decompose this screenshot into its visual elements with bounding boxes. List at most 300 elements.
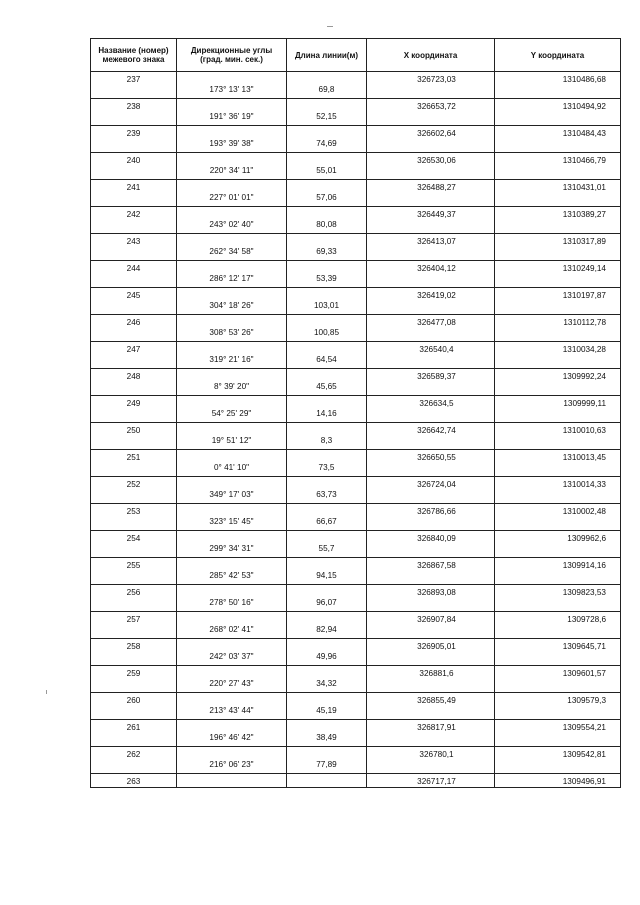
y-cell-empty bbox=[495, 355, 621, 369]
y-cell-empty bbox=[495, 436, 621, 450]
point-name: 245 bbox=[91, 288, 177, 302]
direction-angle: 319° 21' 16" bbox=[177, 355, 287, 369]
x-coordinate: 326840,09 bbox=[367, 531, 495, 545]
line-length: 73,5 bbox=[287, 463, 367, 477]
direction-angle: 0° 41' 10" bbox=[177, 463, 287, 477]
x-coordinate: 326413,07 bbox=[367, 234, 495, 248]
name-cell-empty bbox=[91, 355, 177, 369]
y-coordinate: 1310389,27 bbox=[495, 207, 621, 221]
x-cell-empty bbox=[367, 193, 495, 207]
point-row bbox=[91, 369, 621, 383]
y-cell-empty bbox=[495, 382, 621, 396]
segment-row bbox=[91, 382, 621, 396]
y-coordinate: 1310002,48 bbox=[495, 504, 621, 518]
line-length: 69,8 bbox=[287, 85, 367, 99]
x-coordinate: 326540,4 bbox=[367, 342, 495, 356]
x-coordinate: 326642,74 bbox=[367, 423, 495, 437]
direction-angle: 213° 43' 44" bbox=[177, 706, 287, 720]
point-row bbox=[91, 423, 621, 437]
point-row bbox=[91, 234, 621, 248]
y-coordinate: 1310484,43 bbox=[495, 126, 621, 140]
x-coordinate: 326717,17 bbox=[367, 774, 495, 788]
direction-angle: 19° 51' 12" bbox=[177, 436, 287, 450]
line-length: 74,69 bbox=[287, 139, 367, 153]
x-coordinate: 326602,64 bbox=[367, 126, 495, 140]
direction-angle: 242° 03' 37" bbox=[177, 652, 287, 666]
name-cell-empty bbox=[91, 625, 177, 639]
x-cell-empty bbox=[367, 85, 495, 99]
point-row bbox=[91, 261, 621, 275]
point-name: 259 bbox=[91, 666, 177, 680]
name-cell-empty bbox=[91, 436, 177, 450]
name-cell-empty bbox=[91, 706, 177, 720]
line-length: 38,49 bbox=[287, 733, 367, 747]
point-name: 263 bbox=[91, 774, 177, 788]
y-coordinate: 1309542,81 bbox=[495, 747, 621, 761]
length-cell-empty bbox=[287, 747, 367, 761]
direction-angle: 243° 02' 40" bbox=[177, 220, 287, 234]
name-cell-empty bbox=[91, 679, 177, 693]
length-cell-empty bbox=[287, 315, 367, 329]
point-name: 244 bbox=[91, 261, 177, 275]
point-row bbox=[91, 720, 621, 734]
x-cell-empty bbox=[367, 598, 495, 612]
segment-row bbox=[91, 436, 621, 450]
point-row bbox=[91, 153, 621, 167]
length-cell-empty bbox=[287, 558, 367, 572]
point-name: 250 bbox=[91, 423, 177, 437]
segment-row bbox=[91, 85, 621, 99]
direction-angle: 8° 39' 20" bbox=[177, 382, 287, 396]
point-row bbox=[91, 99, 621, 113]
header-name: Название (номер) межевого знака bbox=[91, 39, 177, 72]
segment-row bbox=[91, 733, 621, 747]
x-cell-empty bbox=[367, 301, 495, 315]
direction-angle: 262° 34' 58" bbox=[177, 247, 287, 261]
segment-row bbox=[91, 139, 621, 153]
x-coordinate: 326780,1 bbox=[367, 747, 495, 761]
line-length: 52,15 bbox=[287, 112, 367, 126]
angle-cell-empty bbox=[177, 207, 287, 221]
scan-mark bbox=[327, 26, 333, 27]
y-cell-empty bbox=[495, 571, 621, 585]
y-cell-empty bbox=[495, 85, 621, 99]
length-cell-empty bbox=[287, 423, 367, 437]
header-angles: Дирекционные углы (град. мин. сек.) bbox=[177, 39, 287, 72]
header-x: X координата bbox=[367, 39, 495, 72]
y-coordinate: 1309601,57 bbox=[495, 666, 621, 680]
y-coordinate: 1310317,89 bbox=[495, 234, 621, 248]
line-length: 45,65 bbox=[287, 382, 367, 396]
name-cell-empty bbox=[91, 517, 177, 531]
y-cell-empty bbox=[495, 706, 621, 720]
y-cell-empty bbox=[495, 274, 621, 288]
point-row bbox=[91, 612, 621, 626]
y-cell-empty bbox=[495, 139, 621, 153]
angle-cell-empty bbox=[177, 261, 287, 275]
name-cell-empty bbox=[91, 274, 177, 288]
x-cell-empty bbox=[367, 706, 495, 720]
point-name: 256 bbox=[91, 585, 177, 599]
point-name: 248 bbox=[91, 369, 177, 383]
name-cell-empty bbox=[91, 328, 177, 342]
x-cell-empty bbox=[367, 571, 495, 585]
angle-cell-empty bbox=[177, 639, 287, 653]
angle-cell-empty bbox=[177, 126, 287, 140]
x-coordinate: 326477,08 bbox=[367, 315, 495, 329]
x-coordinate: 326650,55 bbox=[367, 450, 495, 464]
direction-angle: 220° 34' 11" bbox=[177, 166, 287, 180]
segment-row bbox=[91, 274, 621, 288]
point-row bbox=[91, 288, 621, 302]
y-coordinate: 1309496,91 bbox=[495, 774, 621, 788]
y-cell-empty bbox=[495, 760, 621, 774]
length-cell-empty bbox=[287, 720, 367, 734]
point-row bbox=[91, 747, 621, 761]
line-length: 82,94 bbox=[287, 625, 367, 639]
y-cell-empty bbox=[495, 301, 621, 315]
length-cell-empty bbox=[287, 396, 367, 410]
point-name: 262 bbox=[91, 747, 177, 761]
y-coordinate: 1310249,14 bbox=[495, 261, 621, 275]
line-length: 66,67 bbox=[287, 517, 367, 531]
y-coordinate: 1309728,6 bbox=[495, 612, 621, 626]
point-row bbox=[91, 396, 621, 410]
point-row bbox=[91, 666, 621, 680]
angle-cell-empty bbox=[177, 396, 287, 410]
y-cell-empty bbox=[495, 490, 621, 504]
x-coordinate: 326419,02 bbox=[367, 288, 495, 302]
name-cell-empty bbox=[91, 85, 177, 99]
x-coordinate: 326723,03 bbox=[367, 72, 495, 86]
x-cell-empty bbox=[367, 733, 495, 747]
y-cell-empty bbox=[495, 625, 621, 639]
line-length: 69,33 bbox=[287, 247, 367, 261]
y-coordinate: 1310034,28 bbox=[495, 342, 621, 356]
angle-cell-empty bbox=[177, 315, 287, 329]
direction-angle: 191° 36' 19" bbox=[177, 112, 287, 126]
y-coordinate: 1309914,16 bbox=[495, 558, 621, 572]
y-coordinate: 1309992,24 bbox=[495, 369, 621, 383]
x-coordinate: 326907,84 bbox=[367, 612, 495, 626]
direction-angle: 304° 18' 26" bbox=[177, 301, 287, 315]
segment-row bbox=[91, 652, 621, 666]
x-cell-empty bbox=[367, 490, 495, 504]
x-coordinate: 326449,37 bbox=[367, 207, 495, 221]
point-name: 253 bbox=[91, 504, 177, 518]
y-coordinate: 1309999,11 bbox=[495, 396, 621, 410]
x-cell-empty bbox=[367, 166, 495, 180]
name-cell-empty bbox=[91, 544, 177, 558]
point-row bbox=[91, 477, 621, 491]
segment-row bbox=[91, 463, 621, 477]
direction-angle: 349° 17' 03" bbox=[177, 490, 287, 504]
segment-row bbox=[91, 760, 621, 774]
y-coordinate: 1309645,71 bbox=[495, 639, 621, 653]
angle-cell-empty bbox=[177, 531, 287, 545]
segment-row bbox=[91, 355, 621, 369]
segment-row bbox=[91, 625, 621, 639]
point-row bbox=[91, 342, 621, 356]
y-coordinate: 1310112,78 bbox=[495, 315, 621, 329]
point-row bbox=[91, 180, 621, 194]
x-coordinate: 326530,06 bbox=[367, 153, 495, 167]
length-cell-empty bbox=[287, 585, 367, 599]
x-cell-empty bbox=[367, 409, 495, 423]
x-cell-empty bbox=[367, 679, 495, 693]
x-cell-empty bbox=[367, 517, 495, 531]
point-name: 260 bbox=[91, 693, 177, 707]
direction-angle: 286° 12' 17" bbox=[177, 274, 287, 288]
angle-cell-empty bbox=[177, 585, 287, 599]
length-cell-empty bbox=[287, 207, 367, 221]
line-length: 45,19 bbox=[287, 706, 367, 720]
x-coordinate: 326488,27 bbox=[367, 180, 495, 194]
angle-cell-empty bbox=[177, 153, 287, 167]
segment-row bbox=[91, 679, 621, 693]
angle-cell-empty bbox=[177, 666, 287, 680]
line-length: 94,15 bbox=[287, 571, 367, 585]
header-row bbox=[91, 39, 621, 72]
y-cell-empty bbox=[495, 220, 621, 234]
angle-cell-empty bbox=[177, 477, 287, 491]
y-cell-empty bbox=[495, 328, 621, 342]
point-row bbox=[91, 504, 621, 518]
length-cell-empty bbox=[287, 693, 367, 707]
name-cell-empty bbox=[91, 166, 177, 180]
point-row bbox=[91, 693, 621, 707]
length-cell-empty bbox=[287, 531, 367, 545]
direction-angle: 268° 02' 41" bbox=[177, 625, 287, 639]
header-y: Y координата bbox=[495, 39, 621, 72]
point-name: 255 bbox=[91, 558, 177, 572]
y-cell-empty bbox=[495, 463, 621, 477]
x-cell-empty bbox=[367, 436, 495, 450]
x-coordinate: 326653,72 bbox=[367, 99, 495, 113]
length-cell-empty bbox=[287, 369, 367, 383]
point-name: 258 bbox=[91, 639, 177, 653]
point-row bbox=[91, 207, 621, 221]
y-coordinate: 1310013,45 bbox=[495, 450, 621, 464]
direction-angle: 220° 27' 43" bbox=[177, 679, 287, 693]
segment-row bbox=[91, 328, 621, 342]
segment-row bbox=[91, 706, 621, 720]
y-cell-empty bbox=[495, 112, 621, 126]
segment-row bbox=[91, 490, 621, 504]
line-length: 96,07 bbox=[287, 598, 367, 612]
y-coordinate: 1310486,68 bbox=[495, 72, 621, 86]
direction-angle: 299° 34' 31" bbox=[177, 544, 287, 558]
segment-row bbox=[91, 301, 621, 315]
y-coordinate: 1310431,01 bbox=[495, 180, 621, 194]
name-cell-empty bbox=[91, 409, 177, 423]
direction-angle: 173° 13' 13" bbox=[177, 85, 287, 99]
x-coordinate: 326589,37 bbox=[367, 369, 495, 383]
x-coordinate: 326867,58 bbox=[367, 558, 495, 572]
x-cell-empty bbox=[367, 328, 495, 342]
angle-cell-empty bbox=[177, 747, 287, 761]
x-cell-empty bbox=[367, 544, 495, 558]
x-coordinate: 326881,6 bbox=[367, 666, 495, 680]
length-cell-empty bbox=[287, 180, 367, 194]
line-length: 55,7 bbox=[287, 544, 367, 558]
point-row bbox=[91, 531, 621, 545]
length-cell-empty bbox=[287, 477, 367, 491]
length-cell-empty bbox=[287, 774, 367, 788]
point-row bbox=[91, 585, 621, 599]
line-length: 63,73 bbox=[287, 490, 367, 504]
length-cell-empty bbox=[287, 72, 367, 86]
segment-row bbox=[91, 220, 621, 234]
length-cell-empty bbox=[287, 261, 367, 275]
x-coordinate: 326404,12 bbox=[367, 261, 495, 275]
angle-cell-empty bbox=[177, 720, 287, 734]
name-cell-empty bbox=[91, 760, 177, 774]
name-cell-empty bbox=[91, 571, 177, 585]
line-length: 53,39 bbox=[287, 274, 367, 288]
x-cell-empty bbox=[367, 274, 495, 288]
line-length: 103,01 bbox=[287, 301, 367, 315]
x-coordinate: 326893,08 bbox=[367, 585, 495, 599]
y-cell-empty bbox=[495, 166, 621, 180]
angle-cell-empty bbox=[177, 180, 287, 194]
y-cell-empty bbox=[495, 733, 621, 747]
direction-angle: 308° 53' 26" bbox=[177, 328, 287, 342]
angle-cell-empty bbox=[177, 342, 287, 356]
length-cell-empty bbox=[287, 504, 367, 518]
x-cell-empty bbox=[367, 220, 495, 234]
point-name: 238 bbox=[91, 99, 177, 113]
point-name: 241 bbox=[91, 180, 177, 194]
length-cell-empty bbox=[287, 666, 367, 680]
y-cell-empty bbox=[495, 247, 621, 261]
segment-row bbox=[91, 112, 621, 126]
name-cell-empty bbox=[91, 490, 177, 504]
point-name: 246 bbox=[91, 315, 177, 329]
point-name: 254 bbox=[91, 531, 177, 545]
coordinates-sheet bbox=[90, 38, 621, 788]
point-name: 249 bbox=[91, 396, 177, 410]
point-row bbox=[91, 558, 621, 572]
y-cell-empty bbox=[495, 652, 621, 666]
length-cell-empty bbox=[287, 153, 367, 167]
direction-angle: 227° 01' 01" bbox=[177, 193, 287, 207]
segment-row bbox=[91, 571, 621, 585]
angle-cell-empty bbox=[177, 612, 287, 626]
point-row bbox=[91, 126, 621, 140]
length-cell-empty bbox=[287, 639, 367, 653]
direction-angle: 54° 25' 29" bbox=[177, 409, 287, 423]
header-length: Длина линии(м) bbox=[287, 39, 367, 72]
x-cell-empty bbox=[367, 382, 495, 396]
x-coordinate: 326905,01 bbox=[367, 639, 495, 653]
line-length: 57,06 bbox=[287, 193, 367, 207]
name-cell-empty bbox=[91, 652, 177, 666]
name-cell-empty bbox=[91, 382, 177, 396]
direction-angle: 193° 39' 38" bbox=[177, 139, 287, 153]
name-cell-empty bbox=[91, 301, 177, 315]
point-row bbox=[91, 315, 621, 329]
point-row bbox=[91, 72, 621, 86]
line-length: 100,85 bbox=[287, 328, 367, 342]
length-cell-empty bbox=[287, 234, 367, 248]
x-coordinate: 326786,66 bbox=[367, 504, 495, 518]
x-cell-empty bbox=[367, 760, 495, 774]
point-name: 237 bbox=[91, 72, 177, 86]
name-cell-empty bbox=[91, 112, 177, 126]
angle-cell-empty bbox=[177, 369, 287, 383]
coordinates-table bbox=[90, 38, 621, 788]
name-cell-empty bbox=[91, 733, 177, 747]
point-name: 243 bbox=[91, 234, 177, 248]
x-coordinate: 326634,5 bbox=[367, 396, 495, 410]
angle-cell-empty bbox=[177, 423, 287, 437]
x-cell-empty bbox=[367, 463, 495, 477]
name-cell-empty bbox=[91, 598, 177, 612]
length-cell-empty bbox=[287, 288, 367, 302]
length-cell-empty bbox=[287, 342, 367, 356]
point-name: 247 bbox=[91, 342, 177, 356]
angle-cell-empty bbox=[177, 693, 287, 707]
y-cell-empty bbox=[495, 679, 621, 693]
name-cell-empty bbox=[91, 463, 177, 477]
segment-row bbox=[91, 166, 621, 180]
x-cell-empty bbox=[367, 625, 495, 639]
name-cell-empty bbox=[91, 247, 177, 261]
x-coordinate: 326724,04 bbox=[367, 477, 495, 491]
y-cell-empty bbox=[495, 544, 621, 558]
y-coordinate: 1310014,33 bbox=[495, 477, 621, 491]
point-name: 239 bbox=[91, 126, 177, 140]
line-length: 49,96 bbox=[287, 652, 367, 666]
angle-cell-empty bbox=[177, 450, 287, 464]
name-cell-empty bbox=[91, 139, 177, 153]
name-cell-empty bbox=[91, 193, 177, 207]
name-cell-empty bbox=[91, 220, 177, 234]
direction-angle: 323° 15' 45" bbox=[177, 517, 287, 531]
y-coordinate: 1310494,92 bbox=[495, 99, 621, 113]
segment-row bbox=[91, 517, 621, 531]
y-cell-empty bbox=[495, 409, 621, 423]
x-cell-empty bbox=[367, 355, 495, 369]
angle-cell-empty bbox=[177, 234, 287, 248]
segment-row bbox=[91, 247, 621, 261]
segment-row bbox=[91, 193, 621, 207]
line-length: 34,32 bbox=[287, 679, 367, 693]
segment-row bbox=[91, 598, 621, 612]
point-name: 240 bbox=[91, 153, 177, 167]
point-row bbox=[91, 774, 621, 788]
point-name: 257 bbox=[91, 612, 177, 626]
y-coordinate: 1310197,87 bbox=[495, 288, 621, 302]
point-name: 242 bbox=[91, 207, 177, 221]
y-coordinate: 1309579,3 bbox=[495, 693, 621, 707]
direction-angle: 216° 06' 23" bbox=[177, 760, 287, 774]
angle-cell-empty bbox=[177, 288, 287, 302]
x-coordinate: 326855,49 bbox=[367, 693, 495, 707]
y-coordinate: 1309554,21 bbox=[495, 720, 621, 734]
y-cell-empty bbox=[495, 193, 621, 207]
y-coordinate: 1310466,79 bbox=[495, 153, 621, 167]
y-coordinate: 1309823,53 bbox=[495, 585, 621, 599]
point-row bbox=[91, 639, 621, 653]
line-length: 77,89 bbox=[287, 760, 367, 774]
line-length: 14,16 bbox=[287, 409, 367, 423]
point-row bbox=[91, 450, 621, 464]
table-body bbox=[91, 72, 621, 788]
y-cell-empty bbox=[495, 517, 621, 531]
y-cell-empty bbox=[495, 598, 621, 612]
